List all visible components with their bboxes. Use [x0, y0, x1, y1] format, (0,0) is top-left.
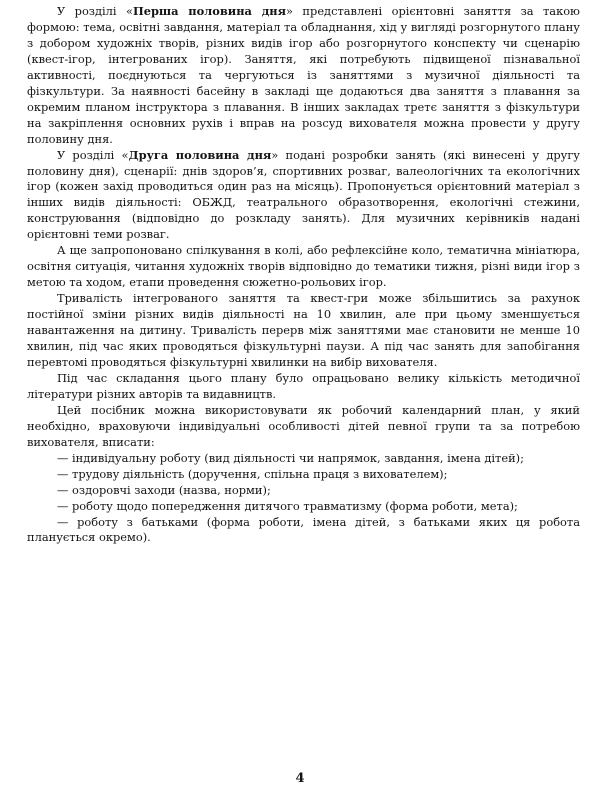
page-number: 4	[295, 771, 305, 786]
paragraph-rest: » подані розробки занять (які винесені у другу половину дня), сценарії: днів здоров’я, спортивних розваг, валеологічних та екологічних ігор (кожен захід проводиться один раз на місяць). Пропонується орієнтовний матеріал з інших видів діяльності: ОБЖД, театрального образотворення, екологічні стежини, конструювання (відповідно до розкладу занять). Для музичних керівників надані орієнтовні теми розваг.	[27, 147, 580, 242]
paragraph-duration: Тривалість інтегрованого заняття та квест-гри може збільшитись за рахунок постійної зміни різних видів діяльності на 10 хвилин, але при цьому зменшується навантаження на дитину. Тривалість перерв між заняттями має становити не менше 10 хвилин, під час яких проводяться фізкультурні паузи. А під час занять для запобігання перевтомі проводяться фізкультурні хвилинки на вибір вихователя.	[27, 291, 580, 369]
paragraph-literature: Під час складання цього плану було опрацьовано велику кількість методичної літератури різних авторів та видавництв.	[27, 370, 580, 401]
section-name-first-half-day: Перша половина дня	[132, 4, 287, 18]
paragraph-prefix: У розділі «	[57, 147, 129, 162]
list-item: — оздоровчі заходи (назва, норми);	[57, 482, 271, 497]
paragraph-second-half-day	[27, 148, 580, 244]
paragraph-prefix: У розділі «	[57, 4, 133, 18]
paragraph-rest: » представлені орієнтовні заняття за такою формою: тема, освітні завдання, матеріал та обладнання, хід у вигляді розгорнутого плану з добором художніх творів, різних видів ігор або розгорнутого конспекту чи сценарію (квест-ігор, інтегрованих ігор). Заняття, які потребують підвищеної пізнавальної активності, поєднуються та чергуються із заняттями з музичної діяльності та фізкультури. За наявності басейну в закладі ще додаються два заняття з плавання за окремим планом інструктора з плавання. В інших закладах третє заняття з фізкультури на закріплення основних рухів і вправ на розсуд вихователя можна провести у другу половину дня.	[27, 4, 580, 146]
list-item: — роботу з батьками (форма роботи, імена дітей, з батьками яких ця робота планується окремо).	[27, 514, 580, 545]
list-item: — трудову діяльність (доручення, спільна праця з вихователем);	[57, 466, 448, 481]
section-name-second-half-day: Друга половина дня	[128, 147, 272, 162]
paragraph-circle-communication: А ще запропоновано спілкування в колі, або рефлексійне коло, тематична мініатюра, освітня ситуація, читання художніх творів відповідно до тематики тижня, різні види ігор з метою та ходом, етапи проведення сюжетно-рольових ігор.	[27, 243, 580, 290]
list-item: — індивідуальну роботу (вид діяльності чи напрямок, завдання, імена дітей);	[57, 450, 524, 465]
paragraph-usage: Цей посібник можна використовувати як робочий календарний план, у який необхідно, враховуючи індивідуальні особливості дітей певної групи та за потребою вихователя, вписати:	[27, 402, 580, 449]
body-text	[27, 4, 580, 546]
list-item: — роботу щодо попередження дитячого травматизму (форма роботи, мета);	[57, 498, 518, 513]
paragraph-first-half-day	[27, 4, 580, 148]
